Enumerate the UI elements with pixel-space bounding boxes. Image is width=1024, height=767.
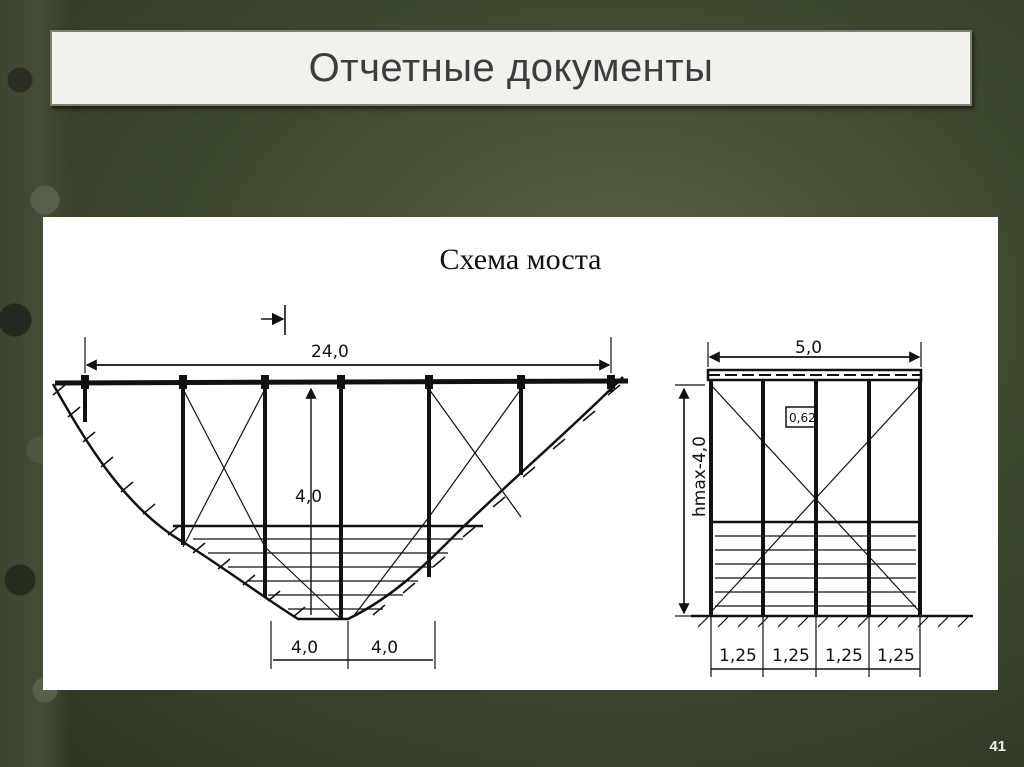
slide-title-box — [50, 30, 972, 106]
front-riverbed — [53, 377, 623, 619]
side-bottom-span-label-4: 1,25 — [877, 646, 915, 666]
bridge-diagram — [43, 217, 998, 690]
side-width-label: 5,0 — [795, 338, 823, 358]
side-ground-hatch — [698, 617, 968, 627]
side-bottom-span-label-2: 1,25 — [772, 646, 810, 666]
side-bottom-span-label-3: 1,25 — [825, 646, 863, 666]
slide-title: Отчетные документы — [308, 46, 714, 90]
front-span-label: 24,0 — [311, 342, 349, 362]
front-water-lines — [193, 539, 463, 609]
front-bottom-span-label-1: 4,0 — [291, 638, 319, 658]
front-piles — [85, 377, 611, 619]
side-height-label: hmax-4,0 — [690, 436, 710, 517]
diagram-caption: Схема моста — [439, 243, 602, 276]
slide-number: 41 — [989, 738, 1006, 755]
front-cross-braces — [183, 389, 521, 619]
front-bottom-span-label-2: 4,0 — [371, 638, 399, 658]
front-height-label: 4,0 — [295, 487, 323, 507]
side-view — [675, 342, 973, 677]
side-deck-label: 0,62 — [789, 411, 816, 425]
side-bottom-span-label-1: 1,25 — [719, 646, 757, 666]
front-ground-hatch — [53, 385, 620, 617]
bridge-diagram-panel — [43, 217, 998, 690]
